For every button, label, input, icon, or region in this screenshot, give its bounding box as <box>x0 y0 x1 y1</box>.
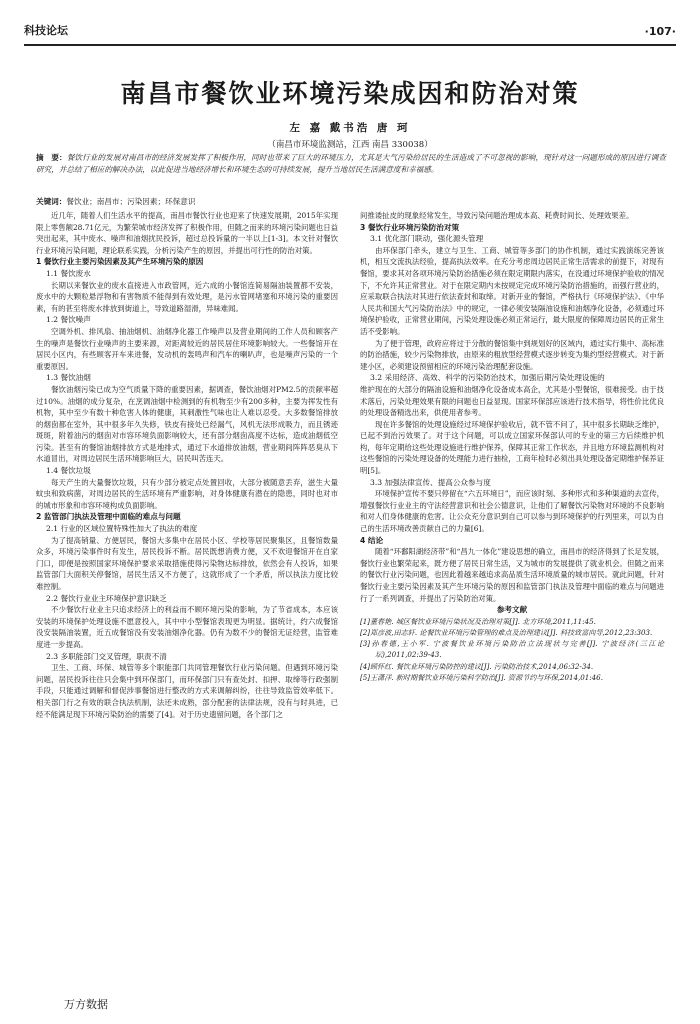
page-number: ·107· <box>644 25 676 38</box>
footer-watermark: 万方数据 <box>64 998 108 1011</box>
paragraph-continued: 间推诿扯皮的现象经常发生，导致污染问题治理成本高、耗费时间长、处理效果差。 <box>360 211 634 220</box>
references-heading: 参考文献 <box>496 605 528 615</box>
subsection-heading: 3.3 加强法律宣传、提高公众参与度 <box>370 477 491 487</box>
keywords <box>36 196 666 208</box>
section-heading: 4 结论 <box>360 535 384 545</box>
paragraph: 为了提高销量、方便居民，餐馆大多集中在居民小区、学校等居民聚集区，且餐馆数量众多，环境污染事件时有发生，居民投诉不断。居民既想消费方便，又不欢迎餐馆开在自家门口，即便是按照国家环境保护要求采取措施使得污染物达标排放，依然会有人投诉，如果监管部门大面积关停餐馆，居民生活又不方便了，这就形成了一个矛盾，所以执法力度比较难控制。 <box>36 535 338 591</box>
paragraph: 卫生、工商、环保、城管等多个职能部门共同管理餐饮行业污染问题。但遇到环境污染问题，居民投诉往往只会集中到环保部门，而环保部门只有查处封、扣押、取缔等行政强制手段，只能通过调解和督促涉事餐馆进行整改的方式来调解纠纷，往往导致监管效率低下。相关部门行之有效的联合执法机制，法还未成熟，部分配套的法律法规，没有与时具进，已经不能满足现下环境污染防治的需要了[4]。对于历史遗留问题，各个部门之 <box>36 663 338 719</box>
subsection-heading: 3.1 优化部门联动，强化源头管理 <box>370 234 484 244</box>
header-rule <box>24 44 676 46</box>
paragraph: 长期以来餐饮业的废水直接进入市政管网，近六成的小餐馆连简易隔油装置都不安装，废水中的大颗粒悬浮物和有害物质不能得到有效处理，是污水管网堵塞和环境污染的重要因素，有的甚至将废水排放到街道上，导致道路湿滑，异味难闻。 <box>36 280 338 313</box>
abstract-text: 餐饮行业的发展对南昌市的经济发展发挥了积极作用，同时也带来了巨大的环境压力，尤其是大气污染给居民的生活造成了不可忽视的影响，现针对这一问题形成的原因进行调查研究，并总结了相应的解决办法，以此促进当地经济增长和环境生态的可持续发展，提升当地居民生活满意度和幸福感。 <box>36 153 667 175</box>
authors: 左 嘉 戴书浩 唐 珂 <box>289 122 411 134</box>
abstract <box>36 152 666 176</box>
paragraph: 现在许多餐馆的处理设施经过环境保护验收后，就不管不问了，其中很多长期缺乏维护，已起不到治污效果了。对于这个问题，可以成立国家环保部认可的专业的第三方后续维护机构，每年定期给这些处理设施进行维护保养，保障其正常工作状态，并且地方环境监测机构对这些餐馆的污染处理设备的处理能力进行抽检，工商年检时必须出具处理设备定期维护保养证明[5]。 <box>360 419 664 476</box>
section-heading: 1 餐饮行业主要污染因素及其产生环境污染的原因 <box>36 257 204 267</box>
keywords-text: 餐饮业；南昌市；污染因素；环保意识 <box>66 197 196 206</box>
paragraph: 不少餐饮行业业主只追求经济上的利益而不顾环境污染的影响，为了节省成本，本应该安装的环境保护处理设施不愿意投入，其中中小型餐馆表现更为明显。据统计，约六成餐馆没安装隔油装置，近五成餐馆没有安装油烟净化器。仍有为数不少的餐馆无证经营，监管难度进一步提高。 <box>36 605 338 649</box>
abstract-label: 摘 要： <box>36 153 67 162</box>
paragraph: 由环保部门牵头，建立与卫生、工商、城管等多部门的协作机制，通过实践演练完善该机，相互交流执法经验，提高执法效率。在充分考虑周边居民正常生活需求的前提下，对现有餐馆，要求其对各项环境污染防治措施必须在限定期限内落实，在没通过环境保护验收的情况下，不允许其正常营业。对于在限定期内未按规定完成环境污染防治措施的，而强行营业的，应采取联合执法对其进行依法查封和取缔。对新开业的餐馆，严格执行《环境保护法》、《中华人民共和国大气污染防治法》中的规定，一律必须安装隔油设施和油烟净化设备，必须通过环境保护验收，正常营业期间，污染处理设施必须正常运行，最大限度的保障周边居民的正常生活不受影响。 <box>360 245 664 336</box>
reference-item: [1]董春艳. 城区餐饮业环境污染状况及治理对策[J]. 北方环境,2011,11:45. <box>360 616 596 626</box>
reference-item: [3]孙春德,王小军. 宁波餐饮业环境污染防治立法现状与完善[J]. 宁波经济(三江论坛),2011,02:39-43. <box>360 639 664 660</box>
subsection-heading: 2.1 行业的区域位置特殊性加大了执法的难度 <box>46 524 198 534</box>
left-column <box>36 210 338 720</box>
paragraph: 空调外机、排风扇、抽油烟机、油烟净化器工作噪声以及营业期间的工作人员和顾客产生的噪声是餐饮行业噪声的主要来源，对距离较近的居民居住环境影响较大。一些餐馆开在居民小区内，有些顾客开车来进餐，发动机的轰鸣声和汽车的喇叭声，也是噪声污染的一个重要原因。 <box>36 326 338 371</box>
section-name: 科技论坛 <box>24 24 68 37</box>
reference-item: [2]郑彦波,田志轩. 论餐饮业环境污染管理的难点及治理建议[J]. 科技致富向导,2012,23:303. <box>360 627 653 637</box>
keywords-label: 关键词： <box>36 197 67 206</box>
running-header <box>24 16 676 38</box>
reference-item: [4]顾怀红. 餐饮业环境污染防控的建议[J]. 污染防治技术,2014,06:32-34. <box>360 661 594 671</box>
paragraph: 环境保护宣传不要只停留在“六五环境日”，而应该时刻、多种形式和多种渠道的去宣传，增强餐饮行业业主的守法经营意识和社会公德意识，让他们了解餐饮污染物对环境的不良影响和对人们身体健康的危害。让公众充分意识到自己可以参与到环境保护的行列里来，可以为自己的生活环境改善贡献自己的力量[6]。 <box>360 489 664 534</box>
paragraph: 随着“环鄱阳湖经济带”和“昌九一体化”建设思想的确立，南昌市的经济得到了长足发展，餐饮行业也繁荣起来，既方便了居民日常生活，又为城市的发展提供了就业机会。但随之而来的餐饮行业污染问题，也因此着越来越追求高品质生活环境质量的城市居民。就此问题，针对餐饮行业主要污染因素及其产生环境污染的原因和监管部门执法及管理中面临的难点与问题进行了一系列调查，并提出了污染防治对策。 <box>360 547 664 603</box>
subsection-heading: 1.4 餐饮垃圾 <box>46 466 91 476</box>
paragraph: 为了便于管理，政府应将过于分散的餐馆集中到规划好的区域内，通过实行集中、高标准的防治措施，较少污染物排放，由原来的粗放型经营模式逐步转变为集约型经营模式。对于新建小区，必须建设预留相应的环境污染治理配套设施。 <box>360 338 664 371</box>
paragraph: 近几年，随着人们生活水平的提高，南昌市餐饮行业也迎来了快速发展期，2015年实现限上零售额28.71亿元，为繁荣城市经济发挥了积极作用，但随之而来的环境污染问题也日益突出起来，其中废水、噪声和油烟扰民投诉，超过总投诉量的一半以上[1-3]。本文针对餐饮行业环境污染问题，理论联系实践，分析污染产生的原因，并提出可行性的防治对策。 <box>36 211 339 255</box>
subsection-heading: 3.2 采用经济、高效、科学的污染防治技术，加强后期污染处理设施的 <box>370 373 605 383</box>
right-column <box>360 210 664 683</box>
subsection-heading: 2.3 多职能部门交叉管理，职责不清 <box>46 651 167 661</box>
reference-item: [5]王潇洋. 新时期餐饮业环境污染科学防治[J]. 资源节约与环保,2014,01:46. <box>360 672 603 682</box>
section-heading: 3 餐饮行业环境污染防治对策 <box>360 222 460 232</box>
subsection-heading: 1.2 餐饮噪声 <box>46 315 91 325</box>
paragraph: 餐饮油烟污染已成为空气质量下降的重要因素，据调查，餐饮油烟对PM2.5的贡献率超过10%。油烟的成分复杂，在烹调油烟中检测到的有机物至少有200多种，主要为挥发性有机物，其中至少有数十种危害人体的健康，其刺激性气味也让人难以忍受。大多数餐馆排放的烟囱都在室外，其中很多年久失修，铁皮有接处已经漏气，风机无法形成吸力，而且锈迹斑斑，附着油污的烟囱对市容环境负面影响较大，还有部分烟囱高度不达标，造成油烟低空污染。甚至有的餐馆油烟排放方式是地排式，通过下水道排放油烟，营业期间阵阵恶臭从下水道冒出，对周边居民生活环境影响巨大，居民叫苦连天。 <box>36 384 338 464</box>
subsection-heading: 1.1 餐饮废水 <box>46 268 91 278</box>
section-heading: 2 监管部门执法及管理中面临的难点与问题 <box>36 512 181 522</box>
article-title: 南昌市餐饮业环境污染成因和防治对策 <box>120 79 580 108</box>
subsection-heading: 1.3 餐饮油烟 <box>46 373 91 383</box>
affiliation: （南昌市环境监测站，江西 南昌 330038） <box>267 140 433 150</box>
subsection-heading: 2.2 餐饮行业业主环境保护意识缺乏 <box>46 593 167 603</box>
paragraph-continued: 维护现在的大部分的隔油设施和油烟净化设备成本高企，尤其是小型餐馆，很难接受。由于技术落后，污染处理效果有限的问题也日益显现。国家环保部应该进行技术指导，将性价比优良的处理设备精选出来，供使用者参考。 <box>360 384 664 418</box>
paragraph: 每天产生的大量餐饮垃圾，只有少部分被定点处置回收，大部分被随意丢弃，滋生大量蚊虫和致病菌，对周边居民的生活环境有严重影响，对身体健康有潜在的隐患，同时也对市的城市形象和市容环境构成负面影响。 <box>36 477 338 510</box>
